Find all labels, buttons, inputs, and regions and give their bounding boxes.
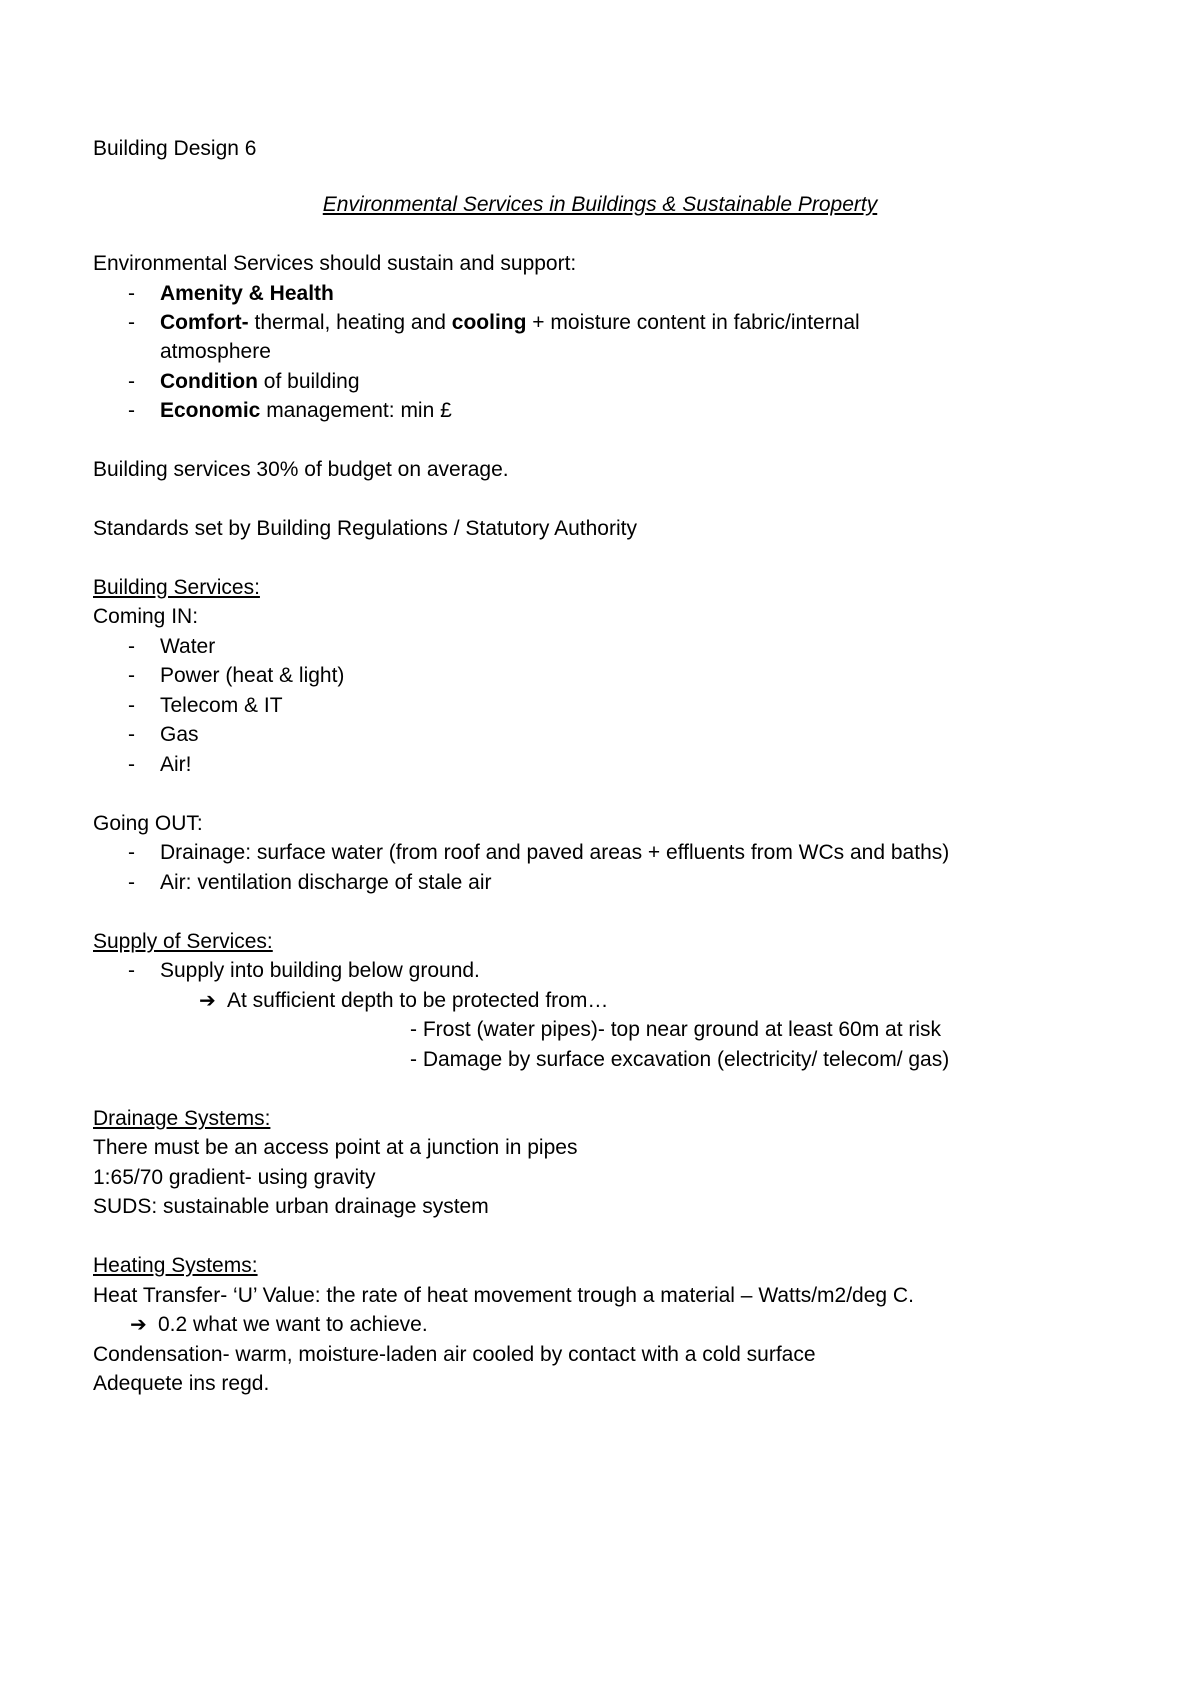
drainage-line: SUDS: sustainable urban drainage system	[93, 1195, 489, 1218]
support-item-bold: Comfort-	[160, 311, 249, 334]
going-out-item: Air: ventilation discharge of stale air	[160, 871, 492, 894]
supply-sub-item	[410, 1047, 949, 1073]
support-item-bold: Condition	[160, 370, 258, 393]
support-item-condition	[160, 369, 360, 395]
adequate-text: Adequete ins regd.	[93, 1372, 270, 1395]
supply-arrow-text: At sufficient depth to be protected from…	[227, 989, 609, 1012]
bullet: -	[128, 370, 135, 393]
arrow-icon: ➔	[130, 1314, 147, 1336]
support-item-rest: management: min £	[260, 399, 452, 422]
condensation-text: Condensation- warm, moisture-laden air cooled by contact with a cold surface	[93, 1343, 816, 1366]
heating-heading: Heating Systems:	[93, 1254, 258, 1277]
bullet: -	[128, 635, 135, 658]
sub-bullet: -	[410, 1048, 423, 1071]
intro-text: Environmental Services should sustain and support:	[93, 252, 577, 275]
drainage-line: There must be an access point at a junction in pipes	[93, 1136, 578, 1159]
document-title: Environmental Services in Buildings & Sustainable Property	[322, 193, 878, 216]
support-item-bold: Economic	[160, 399, 261, 422]
going-out-item: Drainage: surface water (from roof and paved areas + effluents from WCs and baths)	[160, 841, 950, 864]
coming-in-item: Gas	[160, 723, 199, 746]
standards-text: Standards set by Building Regulations / Statutory Authority	[93, 517, 637, 540]
bullet: -	[128, 723, 135, 746]
sub-item-text: Damage by surface excavation (electricity/ telecom/ gas)	[422, 1048, 950, 1071]
bullet: -	[128, 841, 135, 864]
building-services-heading: Building Services:	[93, 576, 260, 599]
support-item-economic	[160, 398, 452, 424]
support-item-amenity	[160, 281, 334, 307]
heating-arrow-text: 0.2 what we want to achieve.	[158, 1313, 428, 1336]
arrow-icon: ➔	[199, 990, 216, 1012]
drainage-heading: Drainage Systems:	[93, 1107, 271, 1130]
drainage-line: 1:65/70 gradient- using gravity	[93, 1166, 376, 1189]
bullet: -	[128, 871, 135, 894]
supply-sub-item	[410, 1017, 941, 1043]
supply-heading: Supply of Services:	[93, 930, 273, 953]
bullet: -	[128, 311, 135, 334]
sub-item-text: Frost (water pipes)- top near ground at least 60m at risk	[422, 1018, 942, 1041]
bullet: -	[128, 959, 135, 982]
comfort-tail: + moisture content in fabric/internal	[526, 311, 860, 334]
budget-text: Building services 30% of budget on average.	[93, 458, 509, 481]
comfort-wrap: atmosphere	[160, 340, 271, 363]
supply-item: Supply into building below ground.	[160, 959, 480, 982]
comfort-cooling: cooling	[451, 311, 527, 334]
support-item-rest: thermal, heating and	[248, 311, 452, 334]
sub-bullet: -	[410, 1018, 423, 1041]
coming-in-item: Air!	[160, 753, 192, 776]
coming-in-item: Power (heat & light)	[160, 664, 345, 687]
coming-in-item: Telecom & IT	[160, 694, 283, 717]
bullet: -	[128, 399, 135, 422]
support-item-bold: Amenity & Health	[160, 282, 334, 305]
coming-in-item: Water	[160, 635, 216, 658]
bullet: -	[128, 694, 135, 717]
support-item-rest: of building	[257, 370, 360, 393]
bullet: -	[128, 664, 135, 687]
going-out-label: Going OUT:	[93, 812, 203, 835]
u-value-text: Heat Transfer- ‘U’ Value: the rate of heat movement trough a material – Watts/m2/deg C.	[93, 1284, 914, 1307]
bullet: -	[128, 753, 135, 776]
bullet: -	[128, 282, 135, 305]
coming-in-label: Coming IN:	[93, 605, 199, 628]
support-item-comfort	[160, 310, 860, 336]
course-title: Building Design 6	[93, 137, 257, 160]
